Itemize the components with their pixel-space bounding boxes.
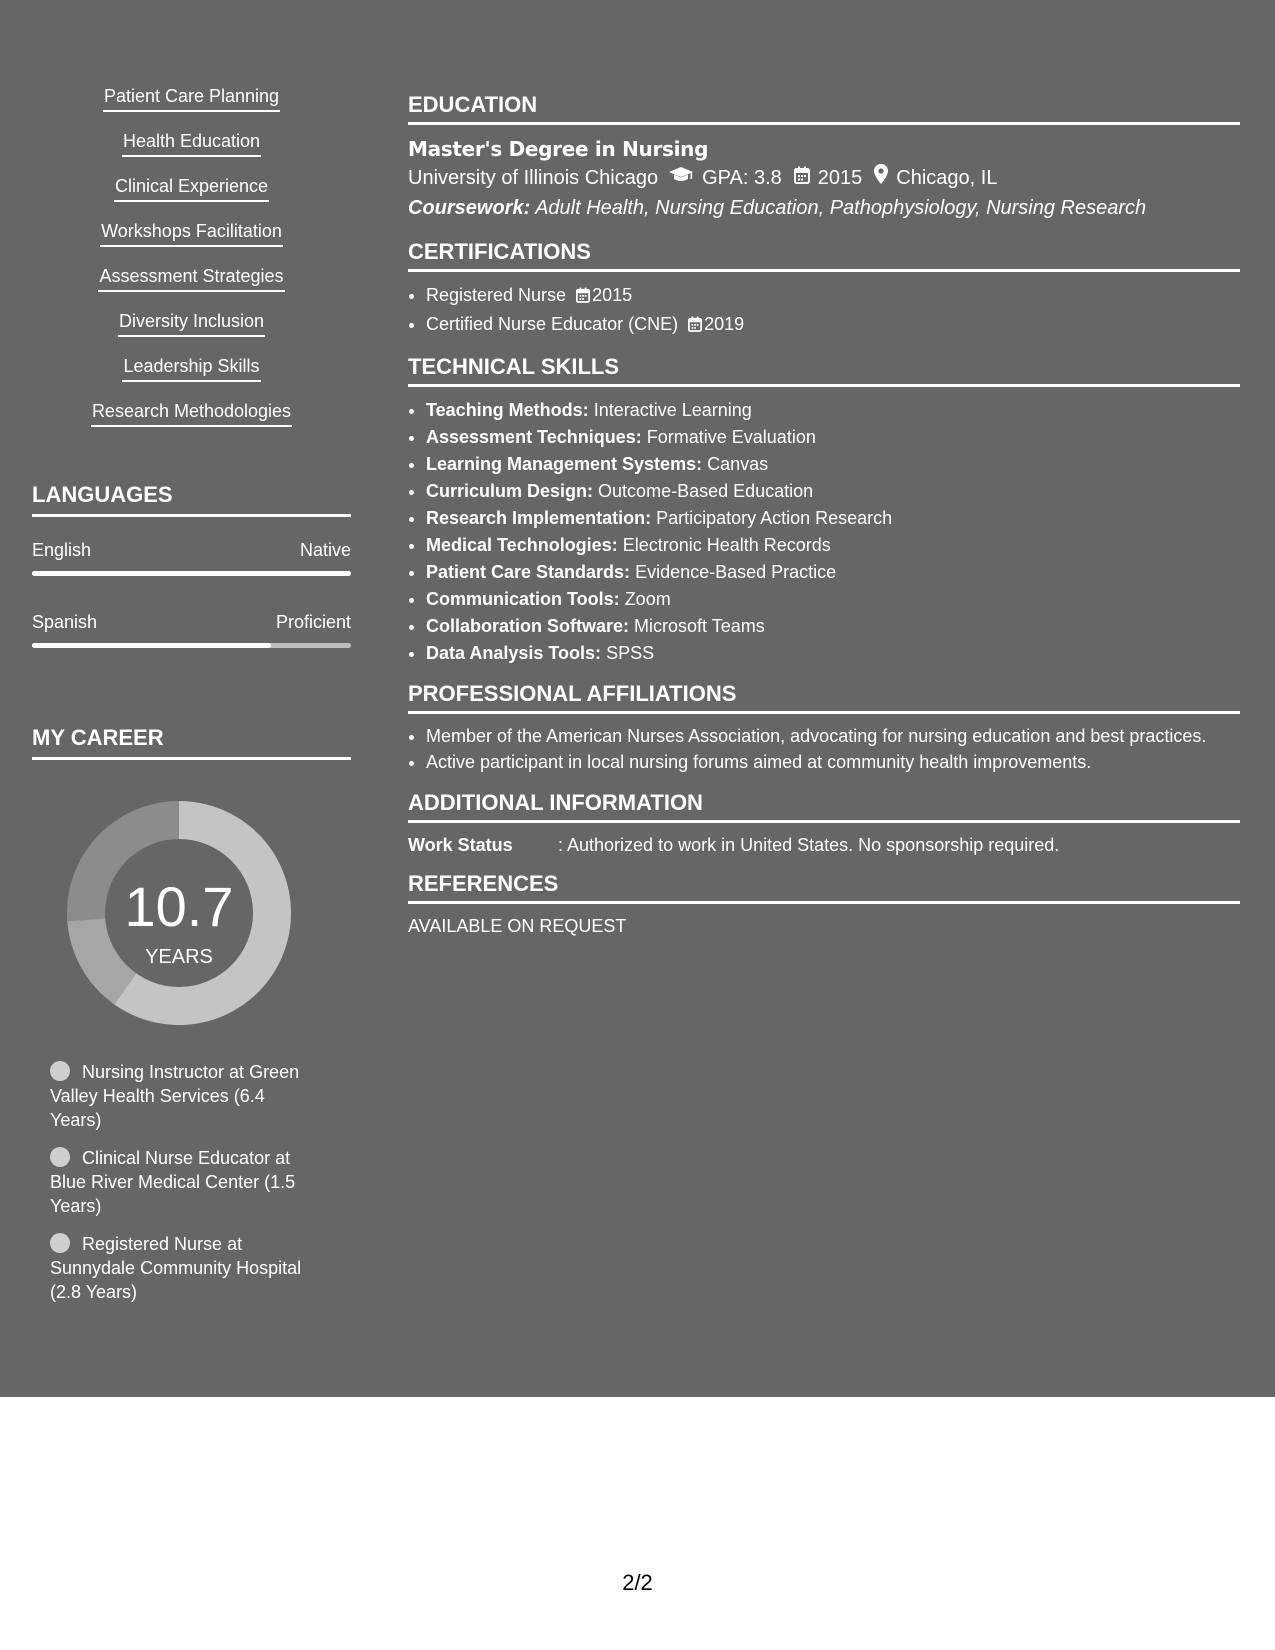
certification-year: 2015 — [592, 285, 633, 305]
career-item: Registered Nurse at Sunnydale Community Hospital (2.8 Years) — [50, 1234, 302, 1302]
graduation-year: 2015 — [817, 167, 863, 189]
languages-section — [32, 482, 351, 648]
technical-skill-item: • Medical Technologies: Electronic Health Records — [426, 532, 1240, 559]
affiliations-section — [408, 681, 1240, 776]
work-status-row — [408, 833, 1240, 857]
coursework-list: Adult Health, Nursing Education, Pathophysiology, Nursing Research — [535, 197, 1147, 219]
certifications-list — [408, 282, 1240, 340]
skill-item: Patient Care Planning — [32, 84, 351, 129]
career-list — [50, 1060, 320, 1318]
skill-item: Health Education — [32, 129, 351, 174]
language-bar-fill — [32, 571, 351, 576]
technical-skill-item: • Communication Tools: Zoom — [426, 586, 1240, 613]
education-heading: EDUCATION — [408, 92, 1240, 125]
bullet-dot-icon — [50, 1147, 70, 1167]
location-pin-icon — [874, 163, 888, 193]
certification-item: • Registered Nurse 2015 — [426, 282, 1240, 311]
technical-skill-item: • Data Analysis Tools: SPSS — [426, 640, 1240, 667]
gpa: GPA: 3.8 — [702, 167, 782, 189]
references-text: AVAILABLE ON REQUEST — [408, 916, 627, 936]
technical-skill-item: • Curriculum Design: Outcome-Based Education — [426, 478, 1240, 505]
language-item — [32, 610, 351, 648]
language-name: English — [32, 540, 92, 560]
work-status-value: : Authorized to work in United States. No sponsorship required. — [558, 835, 1060, 855]
affiliation-item: • Active participant in local nursing forums aimed at community health improvements. — [426, 748, 1240, 776]
career-item: Nursing Instructor at Green Valley Health Services (6.4 Years) — [50, 1062, 300, 1130]
language-item — [32, 538, 351, 576]
calendar-icon — [688, 313, 702, 340]
technical-skill-item: • Assessment Techniques: Formative Evaluation — [426, 424, 1240, 451]
bullet-dot-icon — [50, 1233, 70, 1253]
language-bar — [32, 643, 351, 648]
certifications-section — [408, 239, 1240, 340]
language-level: Proficient — [275, 612, 351, 632]
affiliations-heading: PROFESSIONAL AFFILIATIONS — [408, 681, 1240, 714]
career-section — [32, 725, 351, 760]
technical-skills-list — [408, 397, 1240, 667]
skill-item: Assessment Strategies — [32, 264, 351, 309]
career-total: 10.7 — [124, 875, 234, 938]
coursework-label: Coursework: — [408, 197, 531, 219]
additional-info-heading: ADDITIONAL INFORMATION — [408, 790, 1240, 823]
references-heading: REFERENCES — [408, 871, 1240, 904]
skills-list — [32, 84, 351, 444]
technical-skill-item: • Learning Management Systems: Canvas — [426, 451, 1240, 478]
language-bar — [32, 571, 351, 576]
technical-skill-item: • Patient Care Standards: Evidence-Based Practice — [426, 559, 1240, 586]
coursework — [408, 193, 1240, 223]
languages-heading: LANGUAGES — [32, 482, 351, 517]
certification-year: 2019 — [704, 314, 745, 334]
school-location: Chicago, IL — [896, 167, 998, 189]
right-column — [408, 92, 1240, 938]
left-column — [32, 84, 351, 1302]
skill-item: Leadership Skills — [32, 354, 351, 399]
references-section — [408, 871, 1240, 938]
technical-skills-section — [408, 354, 1240, 667]
skill-item: Workshops Facilitation — [32, 219, 351, 264]
career-heading: MY CAREER — [32, 725, 351, 760]
page-number: 2/2 — [622, 1570, 653, 1595]
technical-skill-item: • Teaching Methods: Interactive Learning — [426, 397, 1240, 424]
skill-item: Diversity Inclusion — [32, 309, 351, 354]
language-level: Native — [299, 540, 351, 560]
language-bar-fill — [32, 643, 271, 648]
additional-info-section — [408, 790, 1240, 857]
bullet-dot-icon — [50, 1061, 70, 1081]
certification-item: • Certified Nurse Educator (CNE) 2019 — [426, 311, 1240, 340]
technical-skill-item: • Research Implementation: Participatory Action Research — [426, 505, 1240, 532]
degree-title: Master's Degree in Nursing — [408, 137, 709, 161]
work-status-label: Work Status — [408, 835, 513, 855]
technical-skill-item: • Collaboration Software: Microsoft Teams — [426, 613, 1240, 640]
education-details — [408, 163, 1240, 193]
certifications-heading: CERTIFICATIONS — [408, 239, 1240, 272]
technical-skills-heading: TECHNICAL SKILLS — [408, 354, 1240, 387]
career-item: Clinical Nurse Educator at Blue River Medical Center (1.5 Years) — [50, 1148, 296, 1216]
calendar-icon — [794, 163, 810, 193]
affiliation-item: • Member of the American Nurses Association, advocating for nursing education and best practices. — [426, 724, 1240, 748]
calendar-icon — [576, 284, 590, 311]
school-name: University of Illinois Chicago — [408, 167, 659, 189]
skill-item: Clinical Experience — [32, 174, 351, 219]
language-name: Spanish — [32, 612, 98, 632]
affiliations-list — [408, 724, 1240, 776]
career-donut-chart — [67, 801, 291, 1025]
skill-item: Research Methodologies — [32, 399, 351, 444]
graduation-cap-icon — [668, 163, 694, 193]
career-unit: YEARS — [145, 946, 213, 968]
education-section — [408, 92, 1240, 223]
